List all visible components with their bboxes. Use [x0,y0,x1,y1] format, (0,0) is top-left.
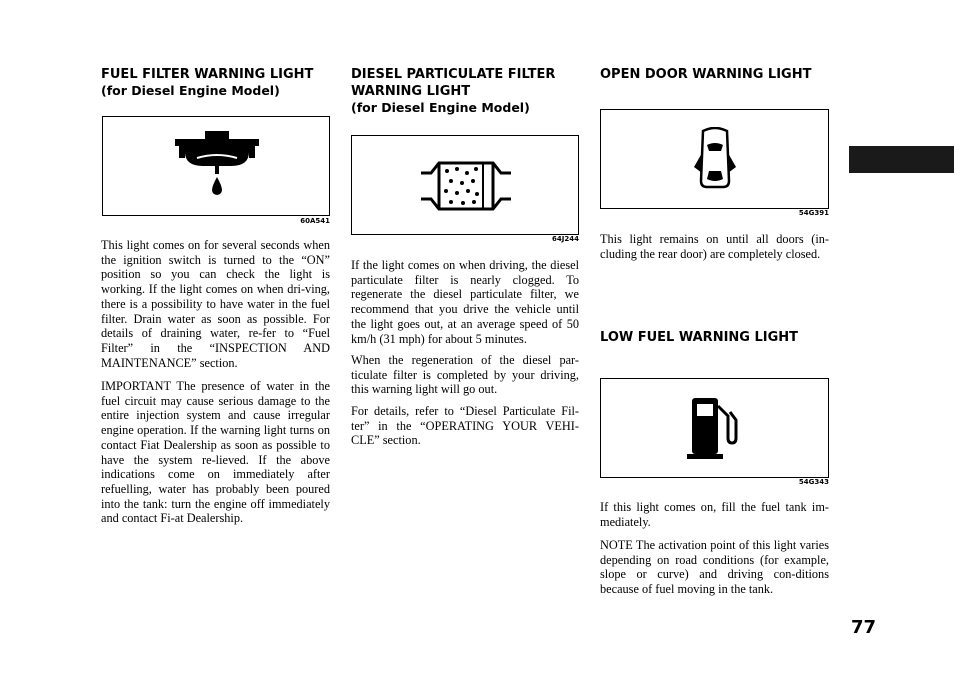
page-number: 77 [850,617,876,638]
fuel-filter-section [101,66,329,99]
low-fuel-para1: If this light comes on, fill the fuel tank im-mediately. [600,500,829,529]
open-door-section [600,66,828,83]
low-fuel-section [600,329,828,346]
open-door-car-icon [693,127,737,191]
open-door-para1: This light remains on until all doors (in-cluding the rear door) are completely closed. [600,232,829,261]
open-door-heading: OPEN DOOR WARNING LIGHT [600,67,812,82]
dpf-fig-code: 64J244 [552,235,579,243]
dpf-para3: For details, refer to “Diesel Particulate Fil-ter” in the “OPERATING YOUR VEHI-CLE” section. [351,404,579,448]
low-fuel-para2: NOTE The activation point of this light varies depending on road conditions (for example, slope or curve) and driving con-ditions because of fuel moving in the tank. [600,538,829,597]
fuel-filter-heading: FUEL FILTER WARNING LIGHT [101,67,314,82]
open-door-fig-code: 54G391 [798,209,829,217]
open-door-figure [600,109,829,209]
dpf-heading-line1: DIESEL PARTICULATE FILTER [351,67,556,82]
diesel-particulate-filter-icon [421,161,511,211]
fuel-pump-icon [686,396,744,460]
low-fuel-heading: LOW FUEL WARNING LIGHT [600,330,799,345]
fuel-filter-fig-code: 60A541 [300,217,330,225]
fuel-filter-figure [102,116,330,216]
dpf-figure [351,135,579,235]
low-fuel-figure [600,378,829,478]
fuel-filter-water-icon [175,131,259,203]
dpf-para2: When the regeneration of the diesel par-ticulate filter is completed by your driving, this warning light will go out. [351,353,579,397]
dpf-subheading: (for Diesel Engine Model) [351,100,530,115]
section-tab [849,146,954,173]
dpf-section [351,66,579,116]
fuel-filter-para2: IMPORTANT The presence of water in the fuel circuit may cause serious damage to the entire injection system and cause irregular engine operation. If the warning light turns on contact Fiat Dealership as soon as possible to have the system re-lieved. If the above indications come on immediately after refuelling, water has probably been poured into the tank: turn the engine off immediately and contact Fi-at Dealership. [101,379,330,526]
low-fuel-fig-code: 54G343 [798,478,829,486]
dpf-para1: If the light comes on when driving, the diesel particulate filter is nearly clogged. To regenerate the diesel particulate filter, we recommend that you drive the vehicle until the light goes out, at an average speed of 50 km/h (31 mph) for about 5 minutes. [351,258,579,346]
dpf-heading-line2: WARNING LIGHT [351,84,471,99]
fuel-filter-subheading: (for Diesel Engine Model) [101,83,280,98]
fuel-filter-para1: This light comes on for several seconds when the ignition switch is turned to the “ON” position so you can check the light is working. If the light comes on when dri-ving, there is a possibility to have water in the fuel filter. Drain water as soon as possible. For details of draining water, re-fer to “Fuel Filter” in the “INSPECTION AND MAINTENANCE” section. [101,238,330,370]
